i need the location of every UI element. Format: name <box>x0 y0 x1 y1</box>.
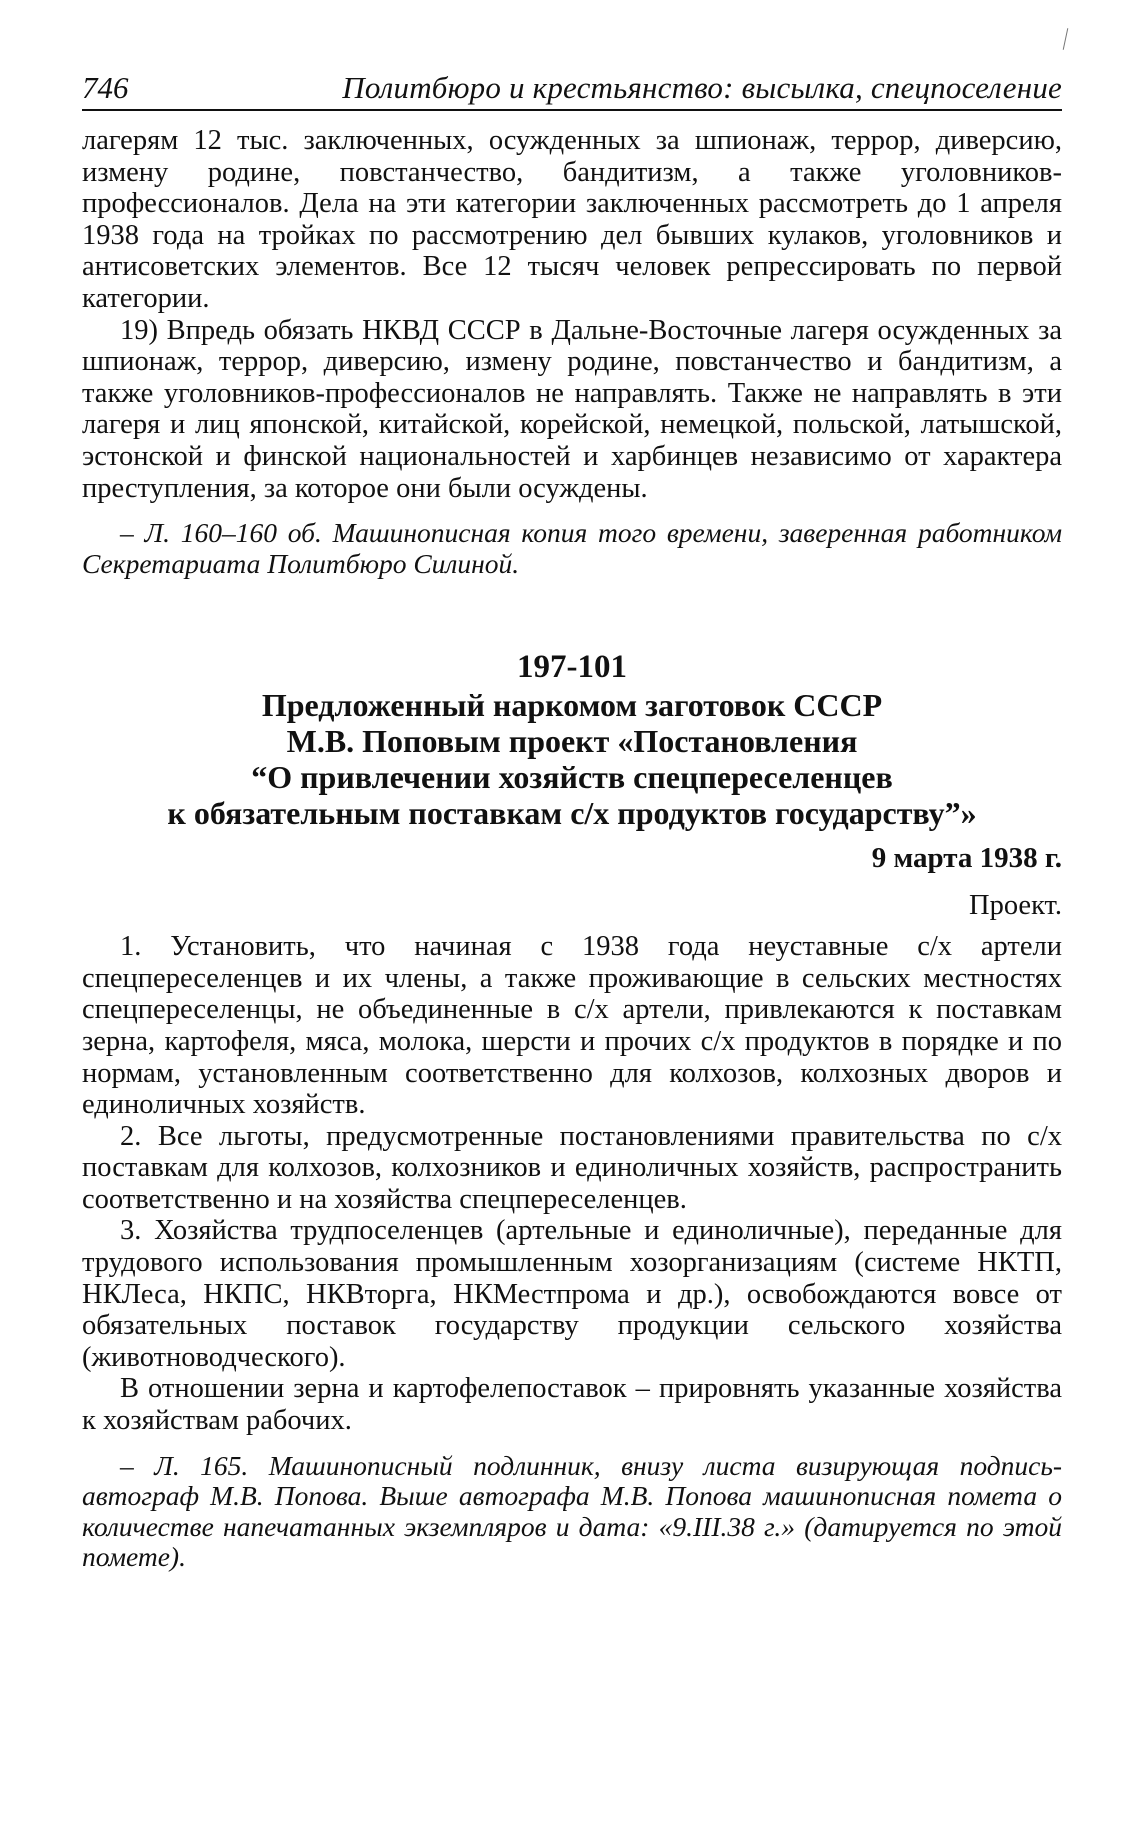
document-body <box>82 931 1062 1437</box>
document-date: 9 марта 1938 г. <box>871 842 1062 875</box>
document-title-line: М.В. Поповым проект «Постановления <box>286 723 858 760</box>
document-title-line: “О привлечении хозяйств спецпереселенцев <box>251 759 893 796</box>
document-title-line: к обязательным поставкам с/х продуктов государству”» <box>167 795 977 832</box>
document-number: 197-101 <box>517 649 627 686</box>
document-status: Проект. <box>969 890 1062 922</box>
running-title: Политбюро и крестьянство: высылка, спецпоселение <box>342 70 1062 105</box>
top-text-block <box>82 125 1062 504</box>
book-page <box>82 70 1062 1573</box>
document-paragraph-1: 1. Установить, что начиная с 1938 года неуставные с/х артели спецпереселенцев и их члены, а также проживающие в сельских местностях спецпереселенцы, не объединенные в с/х артели, привлекаются к поставкам зерна, картофеля, мяса, молока, шерсти и прочих с/х продуктов в порядке и по нормам, установленным соответственно для колхозов, колхозных дворов и единоличных хозяйств. <box>82 931 1062 1121</box>
source-note-document: – Л. 165. Машинописный подлинник, внизу листа визирующая подпись-автограф М.В. Попова. Выше автографа М.В. Попова машинописная помета о количестве напечатанных экземпляров и дата: «9.III.38 г.» (датируется по этой помете). <box>82 1449 1062 1573</box>
document-title <box>82 687 1062 831</box>
document-title-line: Предложенный наркомом заготовок СССР <box>261 687 883 724</box>
page-number: 746 <box>82 70 129 105</box>
scan-mark <box>1063 28 1069 50</box>
source-note-previous: – Л. 160–160 об. Машинописная копия того времени, заверенная работником Секретариата Политбюро Силиной. <box>82 517 1062 579</box>
document-paragraph-2: 2. Все льготы, предусмотренные постановлениями правительства по с/х поставкам для колхозов, колхозников и единоличных хозяйств, распространить соответственно и на хозяйства спецпереселенцев. <box>82 1120 1062 1215</box>
continued-paragraph: лагерям 12 тыс. заключенных, осужденных за шпионаж, террор, диверсию, измену родине, повстанчество, бандитизм, а также уголовников-профессионалов. Дела на эти категории заключенных рассмотреть до 1 апреля 1938 года на тройках по рассмотрению дел бывших кулаков, уголовников и антисоветских элементов. Все 12 тысяч человек репрессировать по первой категории. <box>82 125 1062 314</box>
paragraph-19: 19) Впредь обязать НКВД СССР в Дальне-Восточные лагеря осужденных за шпионаж, террор, диверсию, измену родине, повстанчество и бандитизм, а также уголовников-профессионалов не направлять. Также не направлять в эти лагеря и лиц японской, китайской, корейской, немецкой, польской, латышской, эстонской и финской национальностей и харбинцев независимо от характера преступления, за которое они были осуждены. <box>82 314 1062 504</box>
document-paragraph-3: 3. Хозяйства трудпоселенцев (артельные и единоличные), переданные для трудового использования промышленным хозорганизациям (системе НКТП, НКЛеса, НКПС, НКВторга, НКМестпрома и др.), освобождаются вовсе от обязательных поставок государству продукции сельского хозяйства (животноводческого). <box>82 1215 1062 1373</box>
document-paragraph-4: В отношении зерна и картофелепоставок – прировнять указанные хозяйства к хозяйствам рабочих. <box>82 1373 1062 1437</box>
running-head <box>82 70 1062 111</box>
